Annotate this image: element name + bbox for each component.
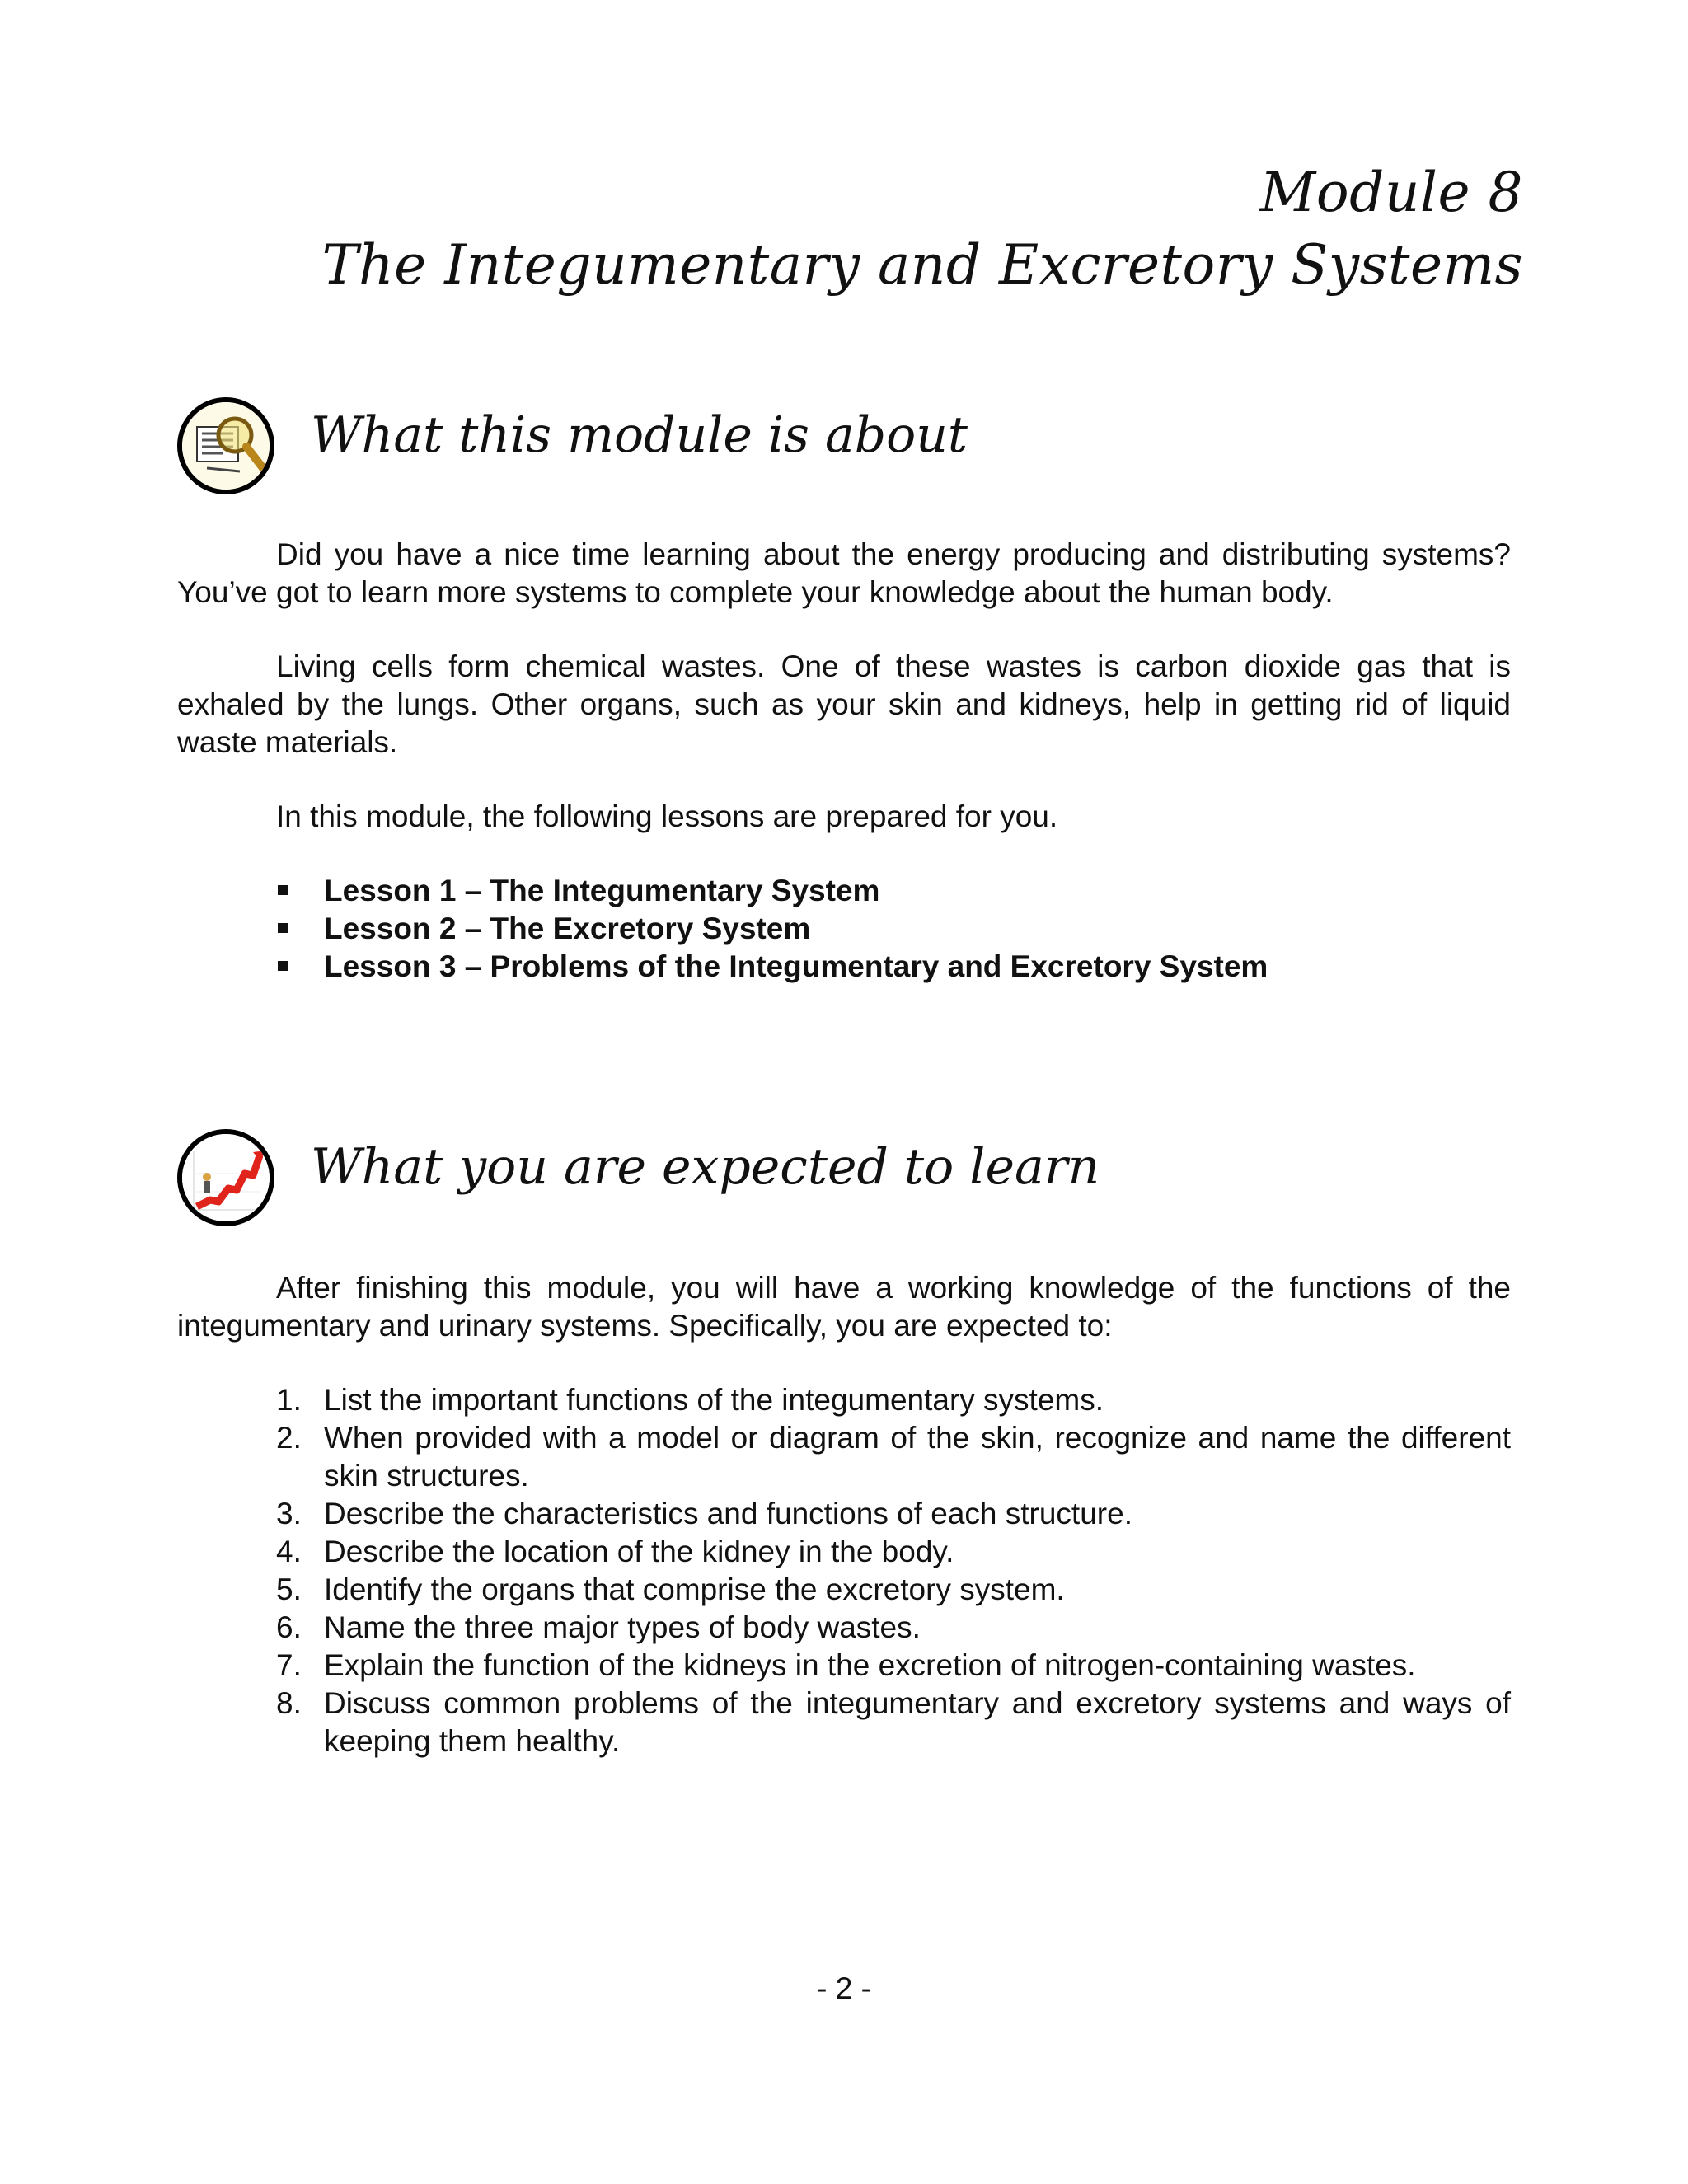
list-item <box>177 1685 1511 1760</box>
list-item <box>177 910 1511 948</box>
objective-number: 4. <box>276 1535 302 1568</box>
paragraph-lessons-intro: In this module, the following lessons are prepared for you. <box>276 799 1058 833</box>
paragraph-wastes: Living cells form chemical wastes. One of these wastes is carbon dioxide gas that is exhaled by the lungs. Other organs, such as your skin and kidneys, help in getting rid of liquid waste materials. <box>177 649 1511 759</box>
module-title <box>322 157 1523 302</box>
section-expected-body <box>177 1269 1511 1760</box>
list-item <box>177 1647 1511 1685</box>
objective-number: 8. <box>276 1686 302 1720</box>
objective-text: Explain the function of the kidneys in the excretion of nitrogen-containing wastes. <box>324 1648 1416 1682</box>
section-title-about: What this module is about <box>311 406 968 464</box>
section-header-about <box>177 397 1496 504</box>
list-item <box>177 948 1511 986</box>
objective-number: 2. <box>276 1421 302 1455</box>
objective-text: Identify the organs that comprise the excretory system. <box>324 1572 1065 1606</box>
objective-number: 6. <box>276 1610 302 1644</box>
objective-number: 7. <box>276 1648 302 1682</box>
objective-text: List the important functions of the integumentary systems. <box>324 1383 1104 1417</box>
list-item <box>177 1571 1511 1609</box>
list-item <box>177 1381 1511 1419</box>
lesson-label: Lesson 3 – Problems of the Integumentary and Excretory System <box>324 949 1268 983</box>
section-title-expected: What you are expected to learn <box>311 1138 1100 1196</box>
objective-text: Discuss common problems of the integumentary and excretory systems and ways of keeping them healthy. <box>324 1686 1511 1758</box>
objective-text: Describe the location of the kidney in the body. <box>324 1535 954 1568</box>
section-header-expected <box>177 1129 1496 1236</box>
paragraph-intro: Did you have a nice time learning about the energy producing and distributing systems? You’ve got to learn more systems to complete your knowledge about the human body. <box>177 537 1511 609</box>
objective-number: 3. <box>276 1497 302 1530</box>
objective-text: Name the three major types of body wastes. <box>324 1610 921 1644</box>
module-number: Module 8 <box>1259 161 1523 224</box>
list-item <box>177 1533 1511 1571</box>
lesson-list <box>177 872 1511 986</box>
objective-number: 1. <box>276 1383 302 1417</box>
paragraph-objectives-intro: After finishing this module, you will have a working knowledge of the functions of the integumentary and urinary systems. Specifically, you are expected to: <box>177 1271 1511 1343</box>
objective-number: 5. <box>276 1572 302 1606</box>
lesson-label: Lesson 1 – The Integumentary System <box>324 874 880 907</box>
module-name: The Integumentary and Excretory Systems <box>321 233 1523 297</box>
objective-list <box>177 1381 1511 1760</box>
list-item <box>177 1609 1511 1647</box>
page-number: - 2 - <box>817 1971 871 2005</box>
list-item <box>177 872 1511 910</box>
objective-text: Describe the characteristics and functions of each structure. <box>324 1497 1132 1530</box>
list-item <box>177 1419 1511 1495</box>
lesson-label: Lesson 2 – The Excretory System <box>324 912 811 945</box>
section-about-body <box>177 536 1511 986</box>
bullet-square-icon <box>278 885 288 895</box>
rising-chart-icon <box>177 1129 274 1226</box>
magnifier-document-icon <box>177 397 274 494</box>
bullet-square-icon <box>278 923 288 933</box>
bullet-square-icon <box>278 961 288 971</box>
list-item <box>177 1495 1511 1533</box>
objective-text: When provided with a model or diagram of the skin, recognize and name the different skin structures. <box>324 1421 1511 1493</box>
